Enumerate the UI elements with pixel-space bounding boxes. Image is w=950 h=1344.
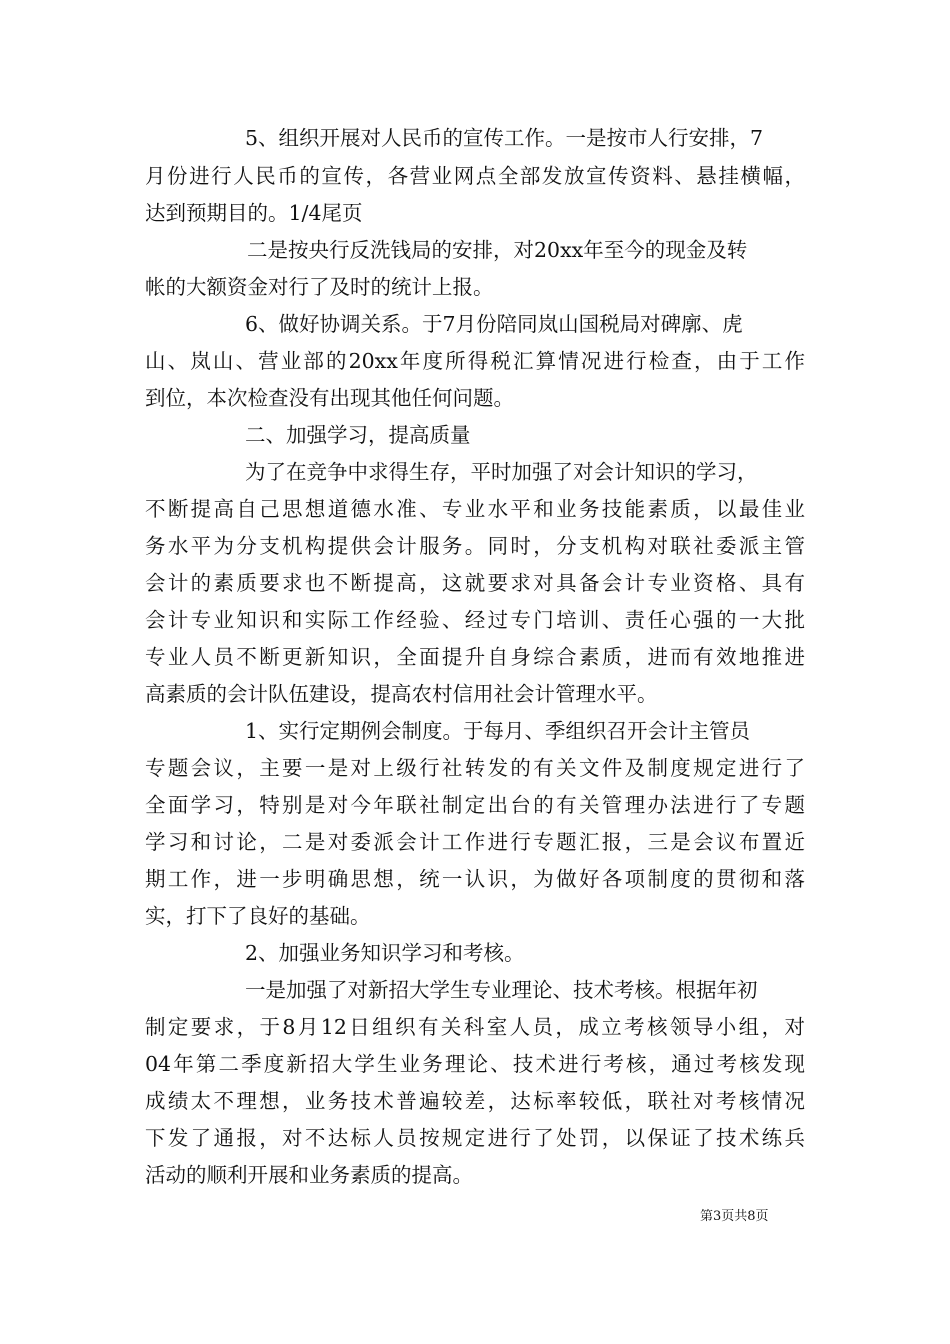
- text-line: 不断提高自己思想道德水准、专业水平和业务技能素质，以最佳业: [145, 497, 805, 521]
- text-line: 下发了通报，对不达标人员按规定进行了处罚，以保证了技术练兵: [145, 1126, 805, 1150]
- text-line: 高素质的会计队伍建设，提高农村信用社会计管理水平。: [145, 682, 658, 706]
- text-line: 为了在竞争中求得生存，平时加强了对会计知识的学习，: [245, 460, 758, 484]
- text-line: 会计专业知识和实际工作经验、经过专门培训、责任心强的一大批: [145, 608, 805, 632]
- text-line: 一是加强了对新招大学生专业理论、技术考核。根据年初: [245, 978, 758, 1002]
- text-line: 2、加强业务知识学习和考核。: [245, 941, 525, 965]
- page-number: 第3页共8页: [700, 1209, 769, 1224]
- text-line: 二是按央行反洗钱局的安排，对20xx年至今的现金及转: [247, 238, 748, 262]
- text-line: 制定要求，于8月12日组织有关科室人员，成立考核领导小组，对: [145, 1015, 805, 1039]
- text-line: 月份进行人民币的宣传，各营业网点全部发放宣传资料、悬挂横幅，: [145, 164, 805, 188]
- text-line: 会计的素质要求也不断提高，这就要求对具备会计专业资格、具有: [145, 571, 805, 595]
- text-line: 5、组织开展对人民币的宣传工作。一是按市人行安排，7: [245, 126, 764, 150]
- text-line: 达到预期目的。1/4尾页: [145, 201, 363, 225]
- text-line: 1、实行定期例会制度。于每月、季组织召开会计主管员: [245, 719, 751, 743]
- section-heading: 二、加强学习，提高质量: [245, 423, 471, 447]
- text-line: 专题会议，主要一是对上级行社转发的有关文件及制度规定进行了: [145, 756, 805, 780]
- text-line: 全面学习，特别是对今年联社制定出台的有关管理办法进行了专题: [145, 793, 805, 817]
- text-line: 04年第二季度新招大学生业务理论、技术进行考核，通过考核发现: [145, 1052, 805, 1076]
- text-line: 学习和讨论，二是对委派会计工作进行专题汇报，三是会议布置近: [145, 830, 805, 854]
- text-line: 帐的大额资金对行了及时的统计上报。: [145, 275, 494, 299]
- text-line: 期工作，进一步明确思想，统一认识，为做好各项制度的贯彻和落: [145, 867, 805, 891]
- text-line: 到位，本次检查没有出现其他任何问题。: [145, 386, 514, 410]
- text-line: 务水平为分支机构提供会计服务。同时，分支机构对联社委派主管: [145, 534, 805, 558]
- text-line: 成绩太不理想，业务技术普遍较差，达标率较低，联社对考核情况: [145, 1089, 805, 1113]
- text-line: 活动的顺利开展和业务素质的提高。: [145, 1163, 473, 1187]
- text-line: 专业人员不断更新知识，全面提升自身综合素质，进而有效地推进: [145, 645, 805, 669]
- text-line: 实，打下了良好的基础。: [145, 904, 371, 928]
- text-line: 山、岚山、营业部的20xx年度所得税汇算情况进行检查，由于工作: [145, 349, 805, 373]
- text-line: 6、做好协调关系。于7月份陪同岚山国税局对碑廓、虎: [245, 312, 743, 336]
